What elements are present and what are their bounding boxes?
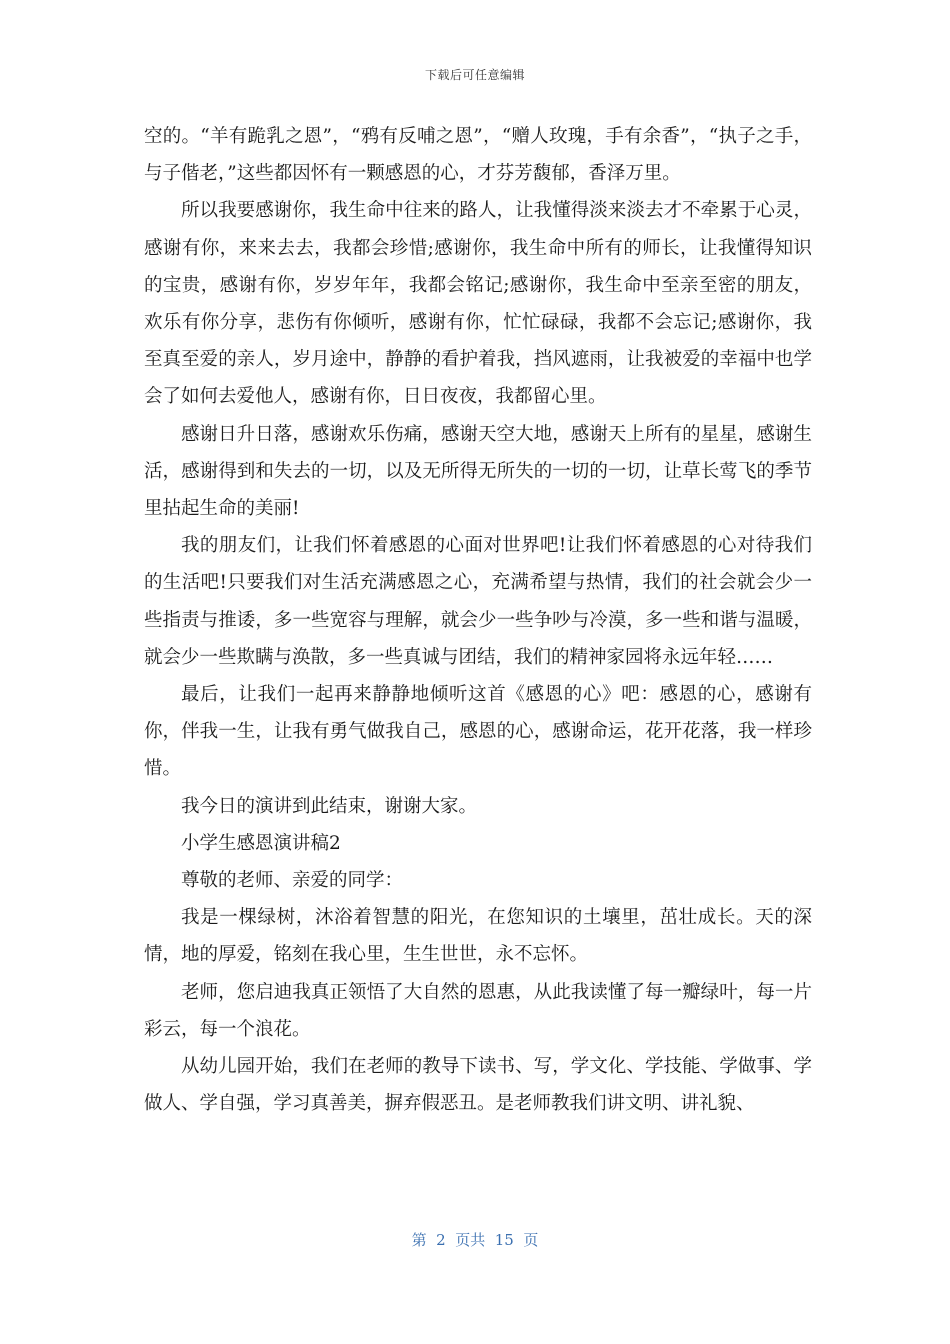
paragraph: 老师，您启迪我真正领悟了大自然的恩惠，从此我读懂了每一瓣绿叶，每一片彩云，每一个浪花。 bbox=[144, 981, 812, 1040]
page-number-footer: 第 2 页共 15 页 bbox=[411, 1231, 539, 1249]
paragraph: 所以我要感谢你，我生命中往来的路人，让我懂得淡来淡去才不牵累于心灵，感谢有你，来来去去，我都会珍惜;感谢你，我生命中所有的师长，让我懂得知识的宝贵，感谢有你，岁岁年年，我都会铭记;感谢你，我生命中至亲至密的朋友，欢乐有你分享，悲伤有你倾听，感谢有你，忙忙碌碌，我都不会忘记;感谢你，我至真至爱的亲人，岁月途中，静静的看护着我，挡风遮雨，让我被爱的幸福中也学会了如何去爱他人，感谢有你，日日夜夜，我都留心里。 bbox=[144, 200, 812, 408]
salutation: 尊敬的老师、亲爱的同学： bbox=[181, 870, 404, 892]
paragraph-continuation: 空的。“羊有跪乳之恩”，“鸦有反哺之恩”，“赠人玫瑰，手有余香”，“执子之手，与子偕老，”这些都因怀有一颗感恩的心，才芬芳馥郁，香泽万里。 bbox=[144, 126, 812, 185]
paragraph: 最后，让我们一起再来静静地倾听这首《感恩的心》吧：感恩的心，感谢有你，伴我一生，让我有勇气做我自己，感恩的心，感谢命运，花开花落，我一样珍惜。 bbox=[144, 684, 812, 780]
paragraph: 我今日的演讲到此结束，谢谢大家。 bbox=[181, 795, 478, 817]
paragraph: 感谢日升日落，感谢欢乐伤痛，感谢天空大地，感谢天上所有的星星，感谢生活，感谢得到和失去的一切，以及无所得无所失的一切的一切，让草长莺飞的季节里拈起生命的美丽! bbox=[144, 423, 812, 520]
paragraph: 我是一棵绿树，沐浴着智慧的阳光，在您知识的土壤里，茁壮成长。天的深情，地的厚爱，铭刻在我心里，生生世世，永不忘怀。 bbox=[144, 907, 812, 966]
page-header: 下载后可任意编辑 bbox=[424, 68, 525, 82]
paragraph: 从幼儿园开始，我们在老师的教导下读书、写，学文化、学技能、学做事、学做人、学自强，学习真善美，摒弃假恶丑。是老师教我们讲文明、讲礼貌、 bbox=[144, 1056, 812, 1115]
document-body bbox=[144, 118, 812, 1122]
section-title: 小学生感恩演讲稿2 bbox=[181, 832, 341, 854]
paragraph: 我的朋友们，让我们怀着感恩的心面对世界吧!让我们怀着感恩的心对待我们的生活吧!只要我们对生活充满感恩之心，充满希望与热情，我们的社会就会少一些指责与推诿，多一些宽容与理解，就会少一些争吵与冷漠，多一些和谐与温暖，就会少一些欺瞒与涣散，多一些真诚与团结，我们的精神家园将永远年轻…… bbox=[144, 535, 812, 668]
